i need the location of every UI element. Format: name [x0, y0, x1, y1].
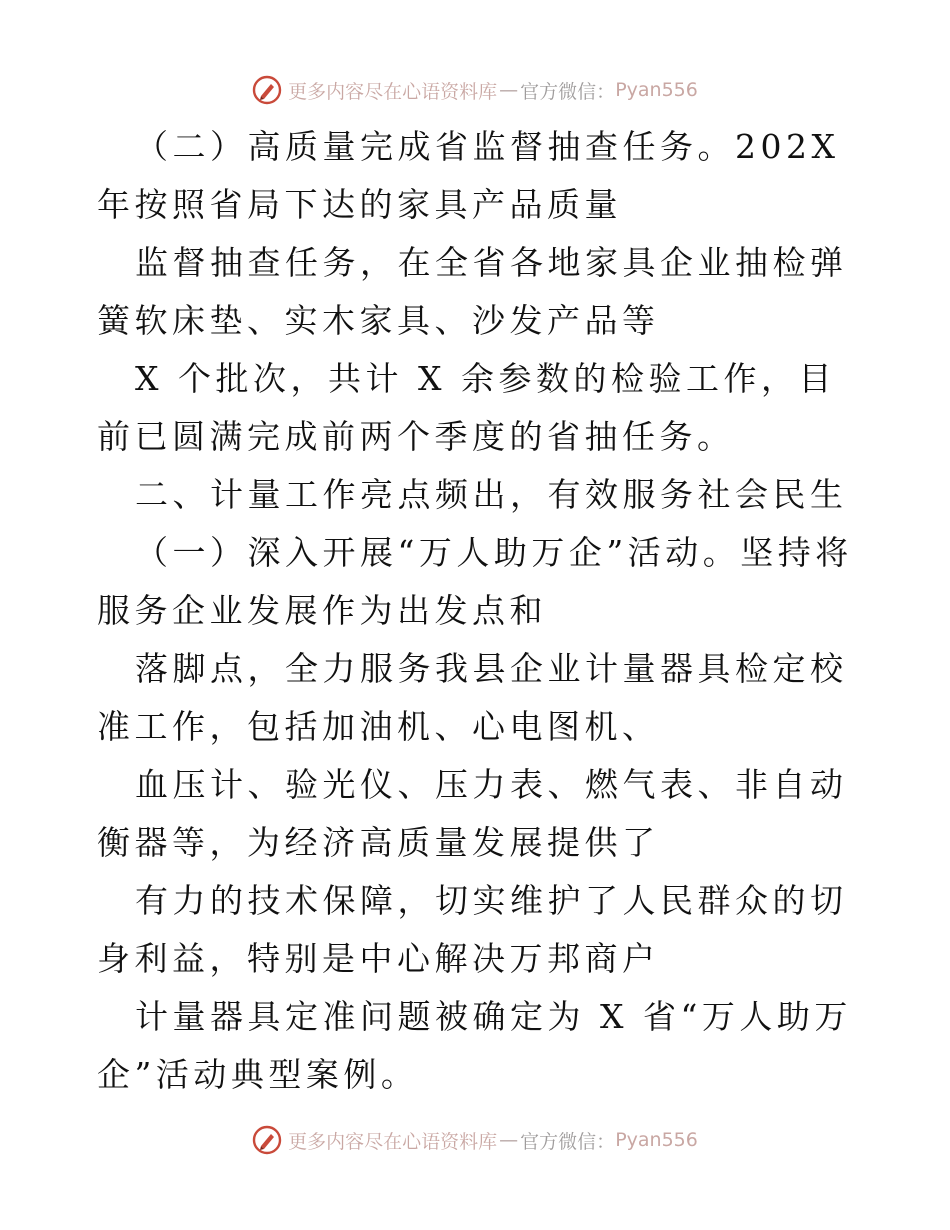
- footer-watermark: [0, 1122, 950, 1158]
- paragraph-9-line-2: 企”活动典型案例。: [97, 1055, 419, 1094]
- paragraph-9-line-1: 计量器具定准问题被确定为 X 省“万人助万: [135, 997, 852, 1036]
- pen-logo-icon: [252, 1125, 282, 1155]
- paragraph-3: [97, 350, 857, 466]
- header-watermark: [0, 72, 950, 108]
- paragraph-5: [97, 524, 857, 640]
- paragraph-2: [97, 234, 857, 350]
- paragraph-1-line-1: （二）高质量完成省监督抽查任务。202X 年按: [97, 127, 840, 224]
- paragraph-3-line-1: X 个批次，共计 X 余参数的检验工作，目前已: [97, 359, 836, 456]
- watermark-separator: —: [499, 1129, 519, 1151]
- paragraph-7: [97, 756, 857, 872]
- paragraph-5-line-2: 务企业发展作为出发点和: [134, 591, 547, 630]
- paragraph-1: [97, 118, 857, 234]
- document-body: [97, 118, 857, 1104]
- paragraph-5-line-1: （一）深入开展“万人助万企”活动。坚持将服: [97, 533, 853, 630]
- section-heading: [97, 466, 857, 524]
- watermark-brand: 更多内容尽在心语资料库: [288, 80, 498, 103]
- pen-logo-icon: [252, 75, 282, 105]
- paragraph-9: [97, 988, 857, 1104]
- paragraph-8-line-2: 益，特别是中心解决万邦商户: [172, 939, 660, 978]
- section-heading-text: 二、计量工作亮点频出，有效服务社会民生: [135, 475, 848, 514]
- paragraph-8-line-1: 有力的技术保障，切实维护了人民群众的切身利: [97, 881, 848, 978]
- paragraph-2-line-1: 监督抽查任务，在全省各地家具企业抽检弹簧软: [97, 243, 848, 340]
- watermark-account: Pyan556: [615, 79, 698, 101]
- paragraph-6-line-1: 落脚点，全力服务我县企业计量器具检定校准工: [97, 649, 848, 746]
- watermark-separator: —: [499, 79, 519, 101]
- watermark-account: Pyan556: [615, 1129, 698, 1151]
- paragraph-2-line-2: 床垫、实木家具、沙发产品等: [172, 301, 660, 340]
- paragraph-7-line-1: 血压计、验光仪、压力表、燃气表、非自动衡器: [97, 765, 848, 862]
- paragraph-6-line-2: 作，包括加油机、心电图机、: [172, 707, 660, 746]
- paragraph-1-line-2: 照省局下达的家具产品质量: [172, 185, 622, 224]
- paragraph-7-line-2: 等，为经济高质量发展提供了: [172, 823, 660, 862]
- watermark-label: 官方微信：: [520, 1130, 616, 1153]
- paragraph-6: [97, 640, 857, 756]
- watermark-label: 官方微信：: [520, 80, 616, 103]
- watermark-brand: 更多内容尽在心语资料库: [288, 1130, 498, 1153]
- paragraph-8: [97, 872, 857, 988]
- paragraph-3-line-2: 圆满完成前两个季度的省抽任务。: [172, 417, 735, 456]
